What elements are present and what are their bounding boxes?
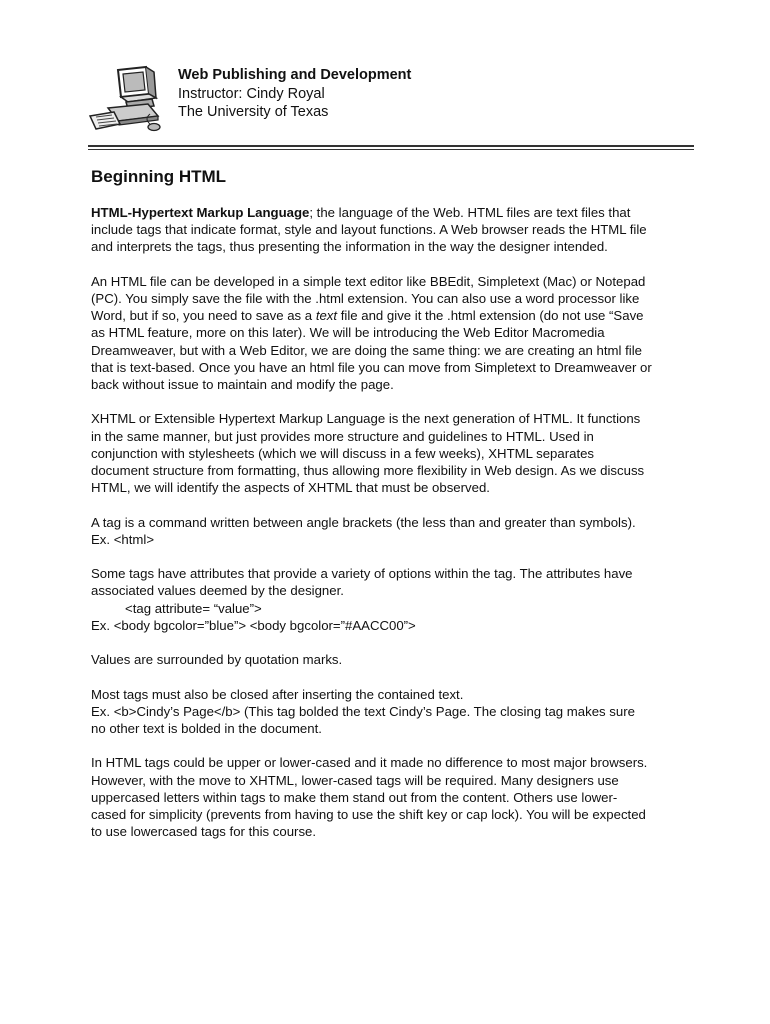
header-divider-thin [88,149,694,150]
example-bold-tag: Ex. <b>Cindy’s Page</b> (This tag bolded the text Cindy’s Page. The closing tag makes sure [91,703,635,719]
paragraph-xhtml: XHTML or Extensible Hypertext Markup Language is the next generation of HTML. It functions in the same manner, but just provides more structure and guidelines to HTML. Used in conjunction with stylesheets (which we will discuss in a few weeks), XHTML separates document structure from formatting, thus allowing more flexibility in Web design. As we discuss HTML, we will identify the aspects of XHTML that must be observed. [91,411,645,496]
paragraph-html-definition: HTML-Hypertext Markup Language; the language of the Web. HTML files are text files that include tags that indicate format, style and layout functions. A Web browser reads the HTML file and interprets the tags, thus presenting the information in the way the designer intended. [91,205,647,255]
emphasis-text: text [315,308,338,324]
paragraph-quotation-marks: Values are surrounded by quotation marks. [91,652,343,668]
header-divider-thick [88,145,694,147]
document-title: Beginning HTML [91,167,227,186]
example-body-bgcolor: Ex. <body bgcolor=”blue”> <body bgcolor=”#AACC00”> [91,617,416,633]
instructor-name: Instructor: Cindy Royal [178,85,325,102]
paragraph-tag-definition: A tag is a command written between angle brackets (the less than and greater than symbols). Ex. <html> [91,514,636,547]
course-name: Web Publishing and Development [178,67,412,83]
paragraph-html-editors: An HTML file can be developed in a simple text editor like BBEdit, Simpletext (Mac) or Notepad (PC). You simply save the file with the .html extension. You can also use a word processor like Word, but if so, you need to save as a text file and give it the .html extension (do not use “Save as HTML feature, more on this later). We will be introducing the Web Editor Macromedia Dreamweaver, but with a Web Editor, we are doing the same thing: we are creating an html file that is text-based. Once you have an html file you can move from Simpletext to Dreamweaver or back without issue to maintain and modify the page. [91,273,652,393]
computer-clipart-icon [88,64,168,134]
paragraph-attributes: Some tags have attributes that provide a variety of options within the tag. The attributes have associated values deemed by the designer. <tag attribute= “value”> Ex. <body bgcolor=”blue”> <body bgcolor=”#AACC00”> [91,566,633,633]
document-body [91,204,681,858]
university-name: The University of Texas [178,104,329,120]
example-html-tag: Ex. <html> [91,531,155,547]
paragraph-tag-case: In HTML tags could be upper or lower-cased and it made no difference to most major browsers. However, with the move to XHTML, lower-cased tags will be required. Many designers use uppercased letters within tags to make them stand out from the content. Others use lower- cased for simplicity (prevents from having to use the shift key or cap lock). You will be expected to use lowercased tags for this course. [91,755,648,840]
example-attribute-syntax: <tag attribute= “value”> [125,600,262,616]
paragraph-closing-tags: Most tags must also be closed after inserting the contained text. Ex. <b>Cindy’s Page</b> (This tag bolded the text Cindy’s Page. The closing tag makes sure no other text is bolded in the document. [91,686,635,736]
document-header [88,60,698,130]
term-html: HTML-Hypertext Markup Language [91,205,310,220]
